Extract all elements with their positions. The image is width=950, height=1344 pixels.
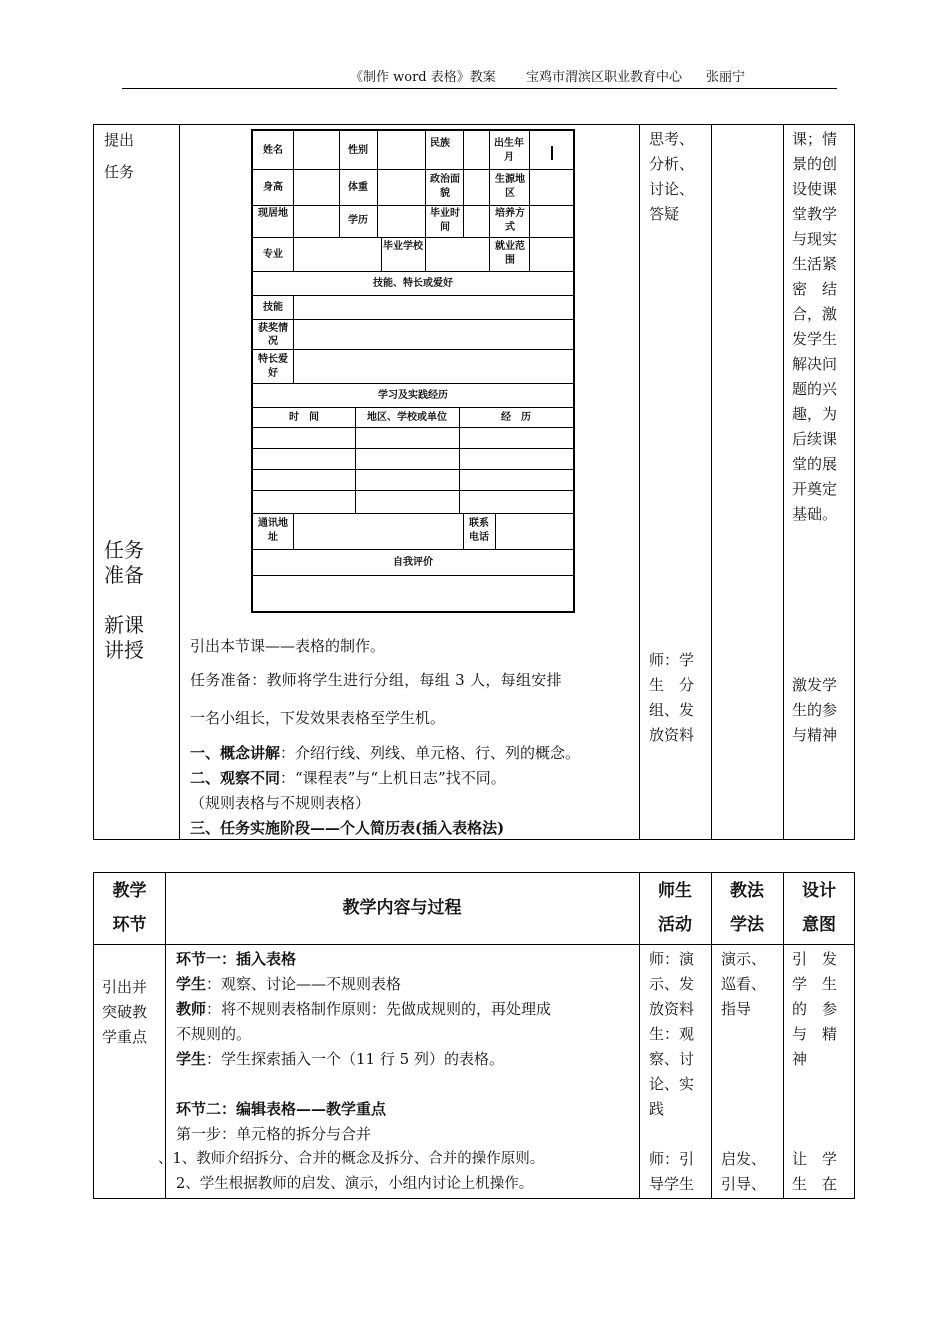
form-label-gender: 性别 <box>348 145 368 156</box>
col5-top-line: 开奠定 <box>792 480 838 498</box>
col5-top-line: 设使课 <box>792 180 838 198</box>
header-author: 张丽宁 <box>706 70 746 85</box>
method-bottom-1: 启发、 <box>721 1150 767 1168</box>
method-bottom-2: 引导、 <box>721 1175 767 1193</box>
form-label-place: 地区、学校或单位 <box>367 412 447 423</box>
resume-form-image <box>251 129 575 613</box>
form-label-skills: 技能 <box>263 302 283 313</box>
col3-top-4: 答疑 <box>649 205 680 223</box>
form-label-time: 时 间 <box>289 412 319 423</box>
header-title: 《制作 word 表格》教案 <box>350 70 496 85</box>
s2-line-2: 、1、教师介绍拆分、合并的概念及拆分、合并的操作原则。 <box>158 1151 545 1167</box>
form-label-residence: 现居地 <box>258 208 288 219</box>
s1-title: 环节一：插入表格 <box>176 950 297 968</box>
s2-title: 环节二：编辑表格——教学重点 <box>176 1100 387 1118</box>
content-line-1: 引出本节课——表格的制作。 <box>190 637 386 655</box>
content-line-5: 二、观察不同：“课程表”与“上机日志”找不同。 <box>190 769 506 787</box>
form-label-education: 学历 <box>348 215 368 226</box>
s1-line-3: 不规则的。 <box>176 1025 252 1043</box>
activity-top-2: 示、发 <box>649 975 695 993</box>
activity-top-1: 师：演 <box>649 950 695 968</box>
col3-top-1: 思考、 <box>649 130 695 148</box>
form-label-height: 身高 <box>263 182 283 193</box>
col5-top-line: 堂教学 <box>792 205 838 223</box>
col5-top-line: 趣，为 <box>792 405 838 423</box>
intent-top-2: 学 生 <box>792 975 838 993</box>
header-content: 教学内容与过程 <box>342 898 462 918</box>
intent-top-4: 与 精 <box>792 1025 838 1043</box>
header-intent-2: 意图 <box>802 915 836 935</box>
label-new-lesson-2: 讲授 <box>104 638 144 662</box>
col5-top-line: 密 结 <box>792 280 838 298</box>
col3-top-3: 讨论、 <box>649 180 695 198</box>
col5-top-line: 与现实 <box>792 230 838 248</box>
header-stage-2: 环节 <box>112 915 147 935</box>
method-top-3: 指导 <box>721 1000 752 1018</box>
label-task-prep-1: 任务 <box>104 538 144 562</box>
intent-top-1: 引 发 <box>792 950 838 968</box>
content-line-6: （规则表格与不规则表格） <box>190 794 371 812</box>
activity-top-6: 论、实 <box>649 1075 695 1093</box>
activity-top-4: 生：观 <box>649 1025 695 1043</box>
s1-line-1: 学生：观察、讨论——不规则表格 <box>176 975 402 993</box>
label-renwu: 任务 <box>104 163 135 181</box>
form-label-phone: 联系电话 <box>469 518 489 543</box>
s2-line-3: 2、学生根据教师的启发、演示，小组内讨论上机操作。 <box>176 1176 534 1192</box>
form-label-politics: 政治面貌 <box>430 174 460 199</box>
col5-bottom-1: 激发学 <box>792 676 838 694</box>
header-activity-1: 师生 <box>658 881 692 901</box>
s2-line-1: 第一步：单元格的拆分与合并 <box>176 1125 372 1143</box>
intent-bottom-2: 生 在 <box>792 1175 838 1193</box>
form-label-awards: 获奖情况 <box>258 323 288 347</box>
intent-bottom-1: 让 学 <box>792 1150 838 1168</box>
activity-bottom-2: 导学生 <box>649 1175 695 1193</box>
col5-top-line: 发学生 <box>792 330 838 348</box>
form-label-origin: 生源地区 <box>495 174 525 199</box>
col5-top-line: 堂的展 <box>792 455 838 473</box>
col5-top-line: 景的创 <box>792 155 838 173</box>
form-label-ethnicity: 民族 <box>430 138 450 149</box>
intent-top-5: 神 <box>792 1050 808 1068</box>
col5-top-line: 合，激 <box>792 305 838 323</box>
col5-top-line: 题的兴 <box>792 380 838 398</box>
content-line-3: 一名小组长，下发效果表格至学生机。 <box>190 709 446 727</box>
col5-top-line: 生活紧 <box>792 255 838 273</box>
intent-top-3: 的 参 <box>792 1000 838 1018</box>
s1-line-4: 学生：学生探索插入一个（11 行 5 列）的表格。 <box>176 1050 504 1068</box>
col5-bottom-3: 与精神 <box>792 726 838 744</box>
form-label-major: 专业 <box>263 249 283 260</box>
header-intent-1: 设计 <box>802 881 836 901</box>
header-activity-2: 活动 <box>658 915 692 935</box>
form-label-experience: 经 历 <box>501 412 531 423</box>
col3-bottom-4: 放资料 <box>649 726 695 744</box>
header-school: 宝鸡市渭滨区职业教育中心 <box>526 70 683 85</box>
col5-top-line: 基础。 <box>792 505 838 523</box>
col5-bottom-2: 生的参 <box>792 701 838 719</box>
col3-bottom-3: 组、发 <box>649 701 695 719</box>
s1-line-2: 教师：将不规则表格制作原则：先做成规则的，再处理成 <box>176 1000 552 1018</box>
col5-top-line: 后续课 <box>792 430 838 448</box>
label-task-prep-2: 准备 <box>104 563 144 587</box>
activity-bottom-1: 师：引 <box>649 1150 695 1168</box>
form-label-name: 姓名 <box>263 145 283 156</box>
header-method-2: 学法 <box>730 915 764 935</box>
stage-label-2: 突破教 <box>102 1003 148 1021</box>
form-label-birth: 出生年月 <box>494 138 524 163</box>
content-line-7: 三、任务实施阶段——个人简历表(插入表格法) <box>190 819 505 837</box>
label-tichu: 提出 <box>104 131 135 149</box>
form-label-weight: 体重 <box>348 182 368 193</box>
content-line-4: 一、概念讲解：介绍行线、列线、单元格、行、列的概念。 <box>190 744 581 762</box>
method-top-2: 巡看、 <box>721 975 767 993</box>
activity-top-5: 察、讨 <box>649 1050 695 1068</box>
col3-top-2: 分析、 <box>649 155 695 173</box>
form-label-hobbies: 特长爱好 <box>258 354 288 379</box>
form-label-school: 毕业学校 <box>383 241 423 252</box>
activity-top-7: 践 <box>649 1100 665 1118</box>
col5-top-line: 课；情 <box>792 130 838 148</box>
form-label-training: 培养方式 <box>495 208 525 233</box>
stage-label-3: 学重点 <box>102 1028 148 1046</box>
stage-label-1: 引出并 <box>102 978 148 996</box>
col3-bottom-1: 师：学 <box>649 651 695 669</box>
form-section-self-eval: 自我评价 <box>393 557 433 568</box>
col5-top-line: 解决问 <box>792 355 838 373</box>
lesson-table-2 <box>93 872 855 1199</box>
header-stage-1: 教学 <box>112 881 147 901</box>
form-label-grad-time: 毕业时间 <box>430 208 460 233</box>
label-new-lesson-1: 新课 <box>104 613 144 637</box>
content-line-2: 任务准备：教师将学生进行分组，每组 3 人，每组安排 <box>190 671 562 689</box>
header-method-1: 教法 <box>730 881 764 901</box>
lesson-table-1 <box>93 124 855 840</box>
form-label-address: 通讯地址 <box>258 518 288 543</box>
method-top-1: 演示、 <box>721 950 767 968</box>
form-section-skills: 技能、特长或爱好 <box>373 278 453 289</box>
activity-top-3: 放资料 <box>649 1000 695 1018</box>
page-header <box>122 66 837 89</box>
text-cursor <box>551 146 553 160</box>
col3-bottom-2: 生 分 <box>649 676 695 694</box>
form-label-employment: 就业范围 <box>495 241 525 266</box>
form-section-study: 学习及实践经历 <box>378 390 448 401</box>
